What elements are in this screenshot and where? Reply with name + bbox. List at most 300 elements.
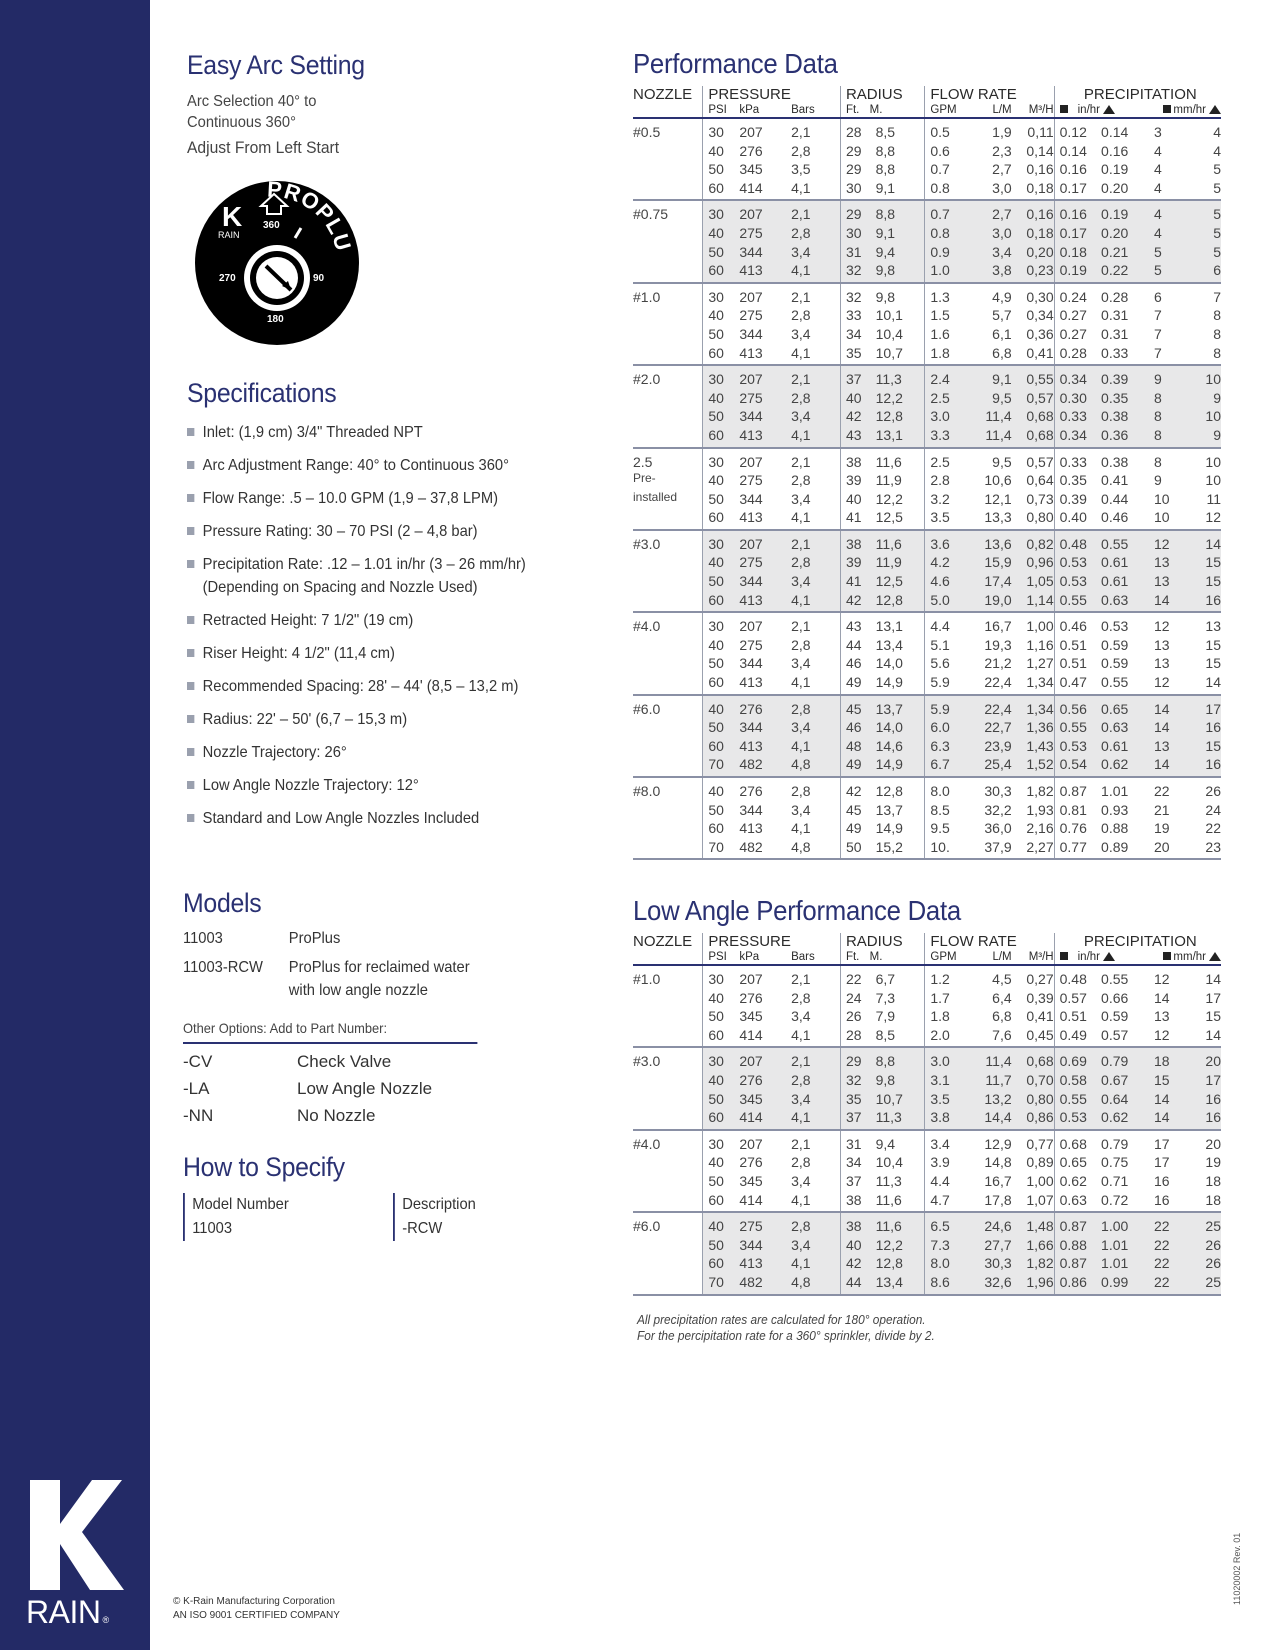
data-cell: 11,6: [870, 530, 925, 554]
performance-data-title: Performance Data: [633, 48, 838, 79]
data-cell: 4,1: [783, 1026, 840, 1048]
data-cell: 0.31: [1101, 325, 1129, 342]
data-cell: 0.27: [1054, 325, 1101, 344]
data-cell: 10.: [925, 838, 971, 860]
table-row: [633, 612, 1221, 636]
data-cell: 50: [703, 243, 739, 262]
data-cell: 0,96: [1018, 553, 1054, 572]
radius-header: RADIUS: [840, 86, 924, 103]
data-cell: 0,14: [1026, 142, 1054, 159]
data-cell: 35: [840, 1090, 869, 1109]
data-cell: 15,2: [870, 838, 925, 860]
adjust-from-left-line: Adjust From Left Start: [187, 138, 340, 157]
data-cell: 0.49: [1054, 1026, 1101, 1048]
option-row: -NN No Nozzle: [183, 1106, 376, 1125]
data-cell: 4: [1153, 161, 1162, 178]
data-cell: 11,6: [875, 453, 902, 470]
nozzle-group: [633, 365, 1221, 447]
data-cell: 60: [703, 426, 739, 448]
data-cell: 14: [1153, 989, 1170, 1006]
data-cell: 11,6: [870, 1191, 925, 1213]
data-cell: 0.8: [925, 224, 971, 243]
data-cell: 0,11: [1027, 124, 1054, 140]
data-cell: 17: [1205, 989, 1221, 1006]
nozzle-cell: [633, 142, 703, 161]
data-cell: 6: [1153, 288, 1162, 305]
data-cell: 0.59: [1101, 1008, 1129, 1025]
precipitation-header: PRECIPITATION: [1054, 933, 1221, 950]
data-cell: 4,1: [791, 820, 811, 837]
data-cell: 12,8: [870, 1254, 925, 1273]
nozzle-cell: [633, 1007, 703, 1026]
nozzle-cell: #4.0: [633, 618, 661, 635]
data-cell: 413: [739, 1254, 783, 1273]
data-cell: 18: [1205, 1172, 1221, 1189]
data-cell: 0.12: [1054, 118, 1101, 142]
data-cell: 4: [1148, 200, 1192, 224]
model-desc: ProPlus for reclaimed water with low angle nozzle: [288, 959, 470, 999]
data-cell: 0.17: [1054, 179, 1101, 201]
data-cell: 30: [703, 448, 739, 472]
table-row: [633, 989, 1221, 1008]
how-to-specify-title: How to Specify: [183, 1152, 345, 1182]
data-cell: 10,6: [984, 472, 1012, 489]
data-cell: 1,05: [1018, 572, 1054, 591]
data-cell: 43: [840, 612, 869, 636]
data-cell: 30,3: [984, 783, 1012, 799]
table-row: [633, 179, 1221, 201]
radius-header: RADIUS: [840, 933, 924, 950]
data-cell: 17: [1153, 1154, 1170, 1171]
table-row: [633, 718, 1221, 737]
data-cell: 0.19: [1054, 261, 1101, 283]
data-cell: 6,8: [992, 1008, 1012, 1025]
data-cell: 2,3: [992, 142, 1012, 159]
data-cell: 12,8: [875, 783, 903, 799]
data-cell: 0.51: [1054, 654, 1101, 673]
data-cell: 14: [1205, 971, 1221, 987]
spec-item: Flow Range: .5 – 10.0 GPM (1,9 – 37,8 LPM): [187, 487, 573, 510]
data-cell: 11,3: [870, 365, 925, 389]
data-cell: 4.4: [925, 1172, 971, 1191]
table-row: [633, 1236, 1221, 1255]
data-cell: 4,8: [783, 755, 840, 777]
table-row: [633, 1191, 1221, 1213]
data-cell: 4,5: [992, 971, 1012, 987]
data-cell: 3.0: [925, 407, 971, 426]
data-cell: 42: [840, 1254, 869, 1273]
data-cell: 0.58: [1054, 1071, 1101, 1090]
data-cell: 36,0: [984, 820, 1012, 837]
triangle-spacing-icon: [1103, 105, 1115, 114]
psi-header: PSI: [703, 103, 739, 118]
data-cell: 41: [840, 572, 869, 591]
data-cell: 275: [739, 1212, 783, 1236]
nozzle-group: [633, 118, 1221, 200]
data-cell: 40: [703, 989, 739, 1008]
data-cell: 3,4: [791, 325, 811, 342]
data-cell: 0.88: [1101, 820, 1129, 837]
data-cell: 8,8: [870, 200, 925, 224]
spec-item: Radius: 22' – 50' (6,7 – 15,3 m): [187, 708, 573, 731]
data-cell: 25,4: [971, 755, 1018, 777]
data-cell: 0.99: [1101, 1273, 1148, 1295]
data-cell: 0.57: [1101, 1026, 1148, 1048]
data-cell: 2,8: [791, 989, 811, 1006]
data-cell: 1,34: [1018, 673, 1054, 695]
data-cell: 3,4: [791, 801, 811, 818]
data-cell: 0.86: [1054, 1273, 1101, 1295]
data-cell: 32,2: [984, 801, 1012, 818]
data-cell: 276: [739, 783, 763, 799]
data-cell: 2,8: [791, 142, 811, 159]
data-cell: 31: [840, 1130, 869, 1154]
model-desc: ProPlus: [288, 930, 341, 947]
data-cell: 12: [1148, 1026, 1192, 1048]
bars-header: Bars: [783, 950, 840, 965]
data-cell: 0,68: [1018, 426, 1054, 448]
data-cell: 26: [1192, 1236, 1221, 1255]
nozzle-group: [633, 1047, 1221, 1129]
data-cell: 10,4: [875, 325, 903, 342]
table-row: [633, 283, 1221, 307]
data-cell: 44: [840, 636, 869, 655]
table-row: [633, 365, 1221, 389]
table-row: [633, 654, 1221, 673]
data-cell: 7.3: [925, 1236, 971, 1255]
data-cell: 0.71: [1101, 1172, 1129, 1189]
nozzle-cell: [633, 344, 703, 366]
data-cell: 26: [840, 1007, 869, 1026]
data-cell: 13: [1205, 618, 1221, 635]
data-cell: 0.22: [1101, 261, 1148, 283]
data-cell: 22,4: [971, 695, 1018, 719]
data-cell: 9,4: [870, 243, 925, 262]
data-cell: 0.14: [1101, 124, 1129, 140]
data-cell: 10,1: [875, 307, 903, 324]
data-cell: 38: [840, 448, 869, 472]
table-row: [633, 1071, 1221, 1090]
kpa-header: kPa: [739, 950, 783, 965]
low-angle-title: Low Angle Performance Data: [633, 895, 961, 926]
data-cell: 3.0: [925, 1047, 971, 1071]
data-cell: 0.33: [1054, 448, 1101, 472]
data-cell: 344: [739, 1236, 783, 1255]
data-cell: 5.0: [925, 591, 971, 613]
data-cell: 3: [1153, 124, 1162, 140]
data-cell: 0.65: [1101, 695, 1148, 719]
data-cell: 0.76: [1054, 819, 1101, 838]
kpa-header: kPa: [739, 103, 783, 118]
data-cell: 4,8: [783, 838, 840, 860]
data-cell: 0.72: [1101, 1191, 1148, 1213]
data-cell: 30: [703, 365, 739, 389]
data-cell: 15: [1205, 1008, 1221, 1025]
data-cell: 2.0: [925, 1026, 971, 1048]
options-list: [183, 1050, 513, 1128]
data-cell: 50: [840, 838, 869, 860]
data-cell: 4,1: [783, 508, 840, 530]
data-cell: 13,3: [971, 508, 1018, 530]
data-cell: 16,7: [984, 618, 1012, 635]
nozzle-cell: #6.0: [633, 1218, 661, 1235]
data-cell: 3,4: [971, 243, 1018, 262]
data-cell: 5.9: [925, 695, 971, 719]
dial-rain-label: RAIN: [218, 230, 240, 240]
data-cell: 0.16: [1054, 200, 1101, 224]
table-row: [633, 1130, 1221, 1154]
data-cell: 12: [1153, 971, 1170, 987]
nozzle-cell: [633, 591, 703, 613]
data-cell: 4,1: [783, 673, 840, 695]
data-cell: 0,20: [1018, 243, 1054, 262]
data-cell: 12: [1153, 618, 1170, 635]
data-cell: 10: [1153, 490, 1170, 507]
data-cell: 8.0: [925, 1254, 971, 1273]
data-cell: 41: [840, 508, 869, 530]
data-cell: 0.24: [1054, 283, 1101, 307]
data-cell: 48: [840, 737, 869, 756]
data-cell: 9: [1192, 426, 1221, 448]
data-cell: 0.5: [925, 118, 971, 142]
k-rain-logo-icon: [24, 1480, 124, 1590]
nozzle-cell: [633, 1273, 703, 1295]
table-row: [633, 1153, 1221, 1172]
data-cell: 42: [840, 777, 869, 801]
data-cell: 3,8: [971, 261, 1018, 283]
data-cell: 13: [1153, 636, 1170, 653]
data-cell: 20: [1192, 1047, 1221, 1071]
data-cell: 1.01: [1101, 783, 1129, 799]
data-cell: 32: [840, 1071, 869, 1090]
data-cell: 50: [703, 1090, 739, 1109]
data-cell: 0,41: [1018, 344, 1054, 366]
data-cell: 344: [739, 655, 763, 672]
data-cell: 0.68: [1054, 1130, 1101, 1154]
data-cell: 207: [739, 200, 783, 224]
nozzle-group: [633, 695, 1221, 777]
nozzle-group: [633, 530, 1221, 612]
data-cell: 0.62: [1101, 1108, 1148, 1130]
data-cell: 9: [1153, 472, 1162, 489]
data-cell: 20: [1205, 1135, 1221, 1152]
data-cell: 40: [703, 306, 739, 325]
data-cell: 70: [703, 838, 739, 860]
data-cell: 3,4: [783, 718, 840, 737]
in-hr-header: in/hr: [1054, 950, 1148, 965]
data-cell: 32: [840, 261, 869, 283]
data-cell: 5.1: [925, 636, 971, 655]
option-row: -LA Low Angle Nozzle: [183, 1079, 433, 1098]
data-cell: 18: [1192, 1191, 1221, 1213]
data-cell: 3.4: [925, 1130, 971, 1154]
data-cell: 413: [739, 261, 783, 283]
data-cell: 0.53: [1054, 1108, 1101, 1130]
data-cell: 25: [1192, 1273, 1221, 1295]
data-cell: 46: [840, 718, 869, 737]
data-cell: 46: [840, 654, 869, 673]
data-cell: 10: [1205, 472, 1221, 489]
table-row: [633, 801, 1221, 820]
data-cell: 4,1: [783, 1108, 840, 1130]
data-cell: 0.8: [925, 179, 971, 201]
data-cell: 0,86: [1018, 1108, 1054, 1130]
data-cell: 60: [703, 819, 739, 838]
data-cell: 2,1: [783, 200, 840, 224]
nozzle-cell: [633, 1191, 703, 1213]
data-cell: 0.66: [1101, 989, 1129, 1006]
table-row: [633, 1090, 1221, 1109]
dial-k-letter: K: [222, 201, 243, 232]
data-cell: 22: [1148, 1212, 1192, 1236]
data-cell: 12,1: [984, 490, 1012, 507]
data-cell: 207: [739, 530, 783, 554]
nozzle-cell: [633, 426, 703, 448]
data-cell: 0.87: [1054, 1212, 1101, 1236]
data-cell: 34: [840, 1153, 869, 1172]
data-cell: 0.41: [1101, 472, 1129, 489]
data-cell: 9: [1148, 365, 1192, 389]
table-row: [633, 819, 1221, 838]
data-cell: 60: [703, 261, 739, 283]
data-cell: 0.56: [1054, 695, 1101, 719]
data-cell: 19: [1205, 1154, 1221, 1171]
nozzle-sub-header: [633, 950, 703, 965]
data-cell: 1,00: [1026, 618, 1054, 635]
data-cell: 60: [703, 508, 739, 530]
data-cell: 0.87: [1054, 777, 1101, 801]
data-cell: 40: [840, 490, 869, 509]
nozzle-cell: [633, 1153, 703, 1172]
data-cell: 8: [1148, 389, 1192, 408]
data-cell: 0.57: [1054, 989, 1101, 1008]
data-cell: 40: [703, 142, 739, 161]
data-cell: 3,4: [791, 490, 811, 507]
data-cell: 10,7: [870, 1090, 925, 1109]
square-spacing-icon: [1060, 952, 1068, 960]
data-cell: 8: [1213, 307, 1221, 324]
flow-rate-header: FLOW RATE: [925, 86, 1054, 103]
data-cell: 275: [739, 389, 783, 408]
mm-hr-header: mm/hr: [1148, 103, 1221, 118]
nozzle-cell: [633, 1254, 703, 1273]
data-cell: 12: [1148, 673, 1192, 695]
data-cell: 9,8: [870, 261, 925, 283]
data-cell: 3.9: [925, 1153, 971, 1172]
nozzle-header: NOZZLE: [633, 86, 693, 103]
table-row: [633, 1007, 1221, 1026]
data-cell: 3,0: [971, 224, 1018, 243]
data-cell: 17: [1192, 1071, 1221, 1090]
easy-arc-section: [187, 50, 607, 158]
data-cell: 207: [739, 971, 763, 987]
data-cell: 38: [840, 1212, 869, 1236]
data-cell: 0.46: [1101, 508, 1148, 530]
dial-proplus-label: PROPLU: [266, 180, 357, 255]
nozzle-cell: [633, 1090, 703, 1109]
table-row: [633, 448, 1221, 472]
data-cell: 12,9: [984, 1135, 1012, 1152]
data-cell: 276: [739, 142, 763, 159]
data-cell: 8: [1148, 407, 1192, 426]
data-cell: 4,1: [783, 179, 840, 201]
data-cell: 8,8: [875, 142, 896, 159]
data-cell: 16: [1192, 718, 1221, 737]
data-cell: 8,8: [870, 1047, 925, 1071]
nozzle-cell: [633, 1071, 703, 1090]
data-cell: 13,6: [971, 530, 1018, 554]
data-cell: 12,8: [870, 407, 925, 426]
table-head: [633, 86, 1221, 118]
table-row: [633, 490, 1221, 509]
data-cell: 39: [840, 553, 869, 572]
data-cell: 2,8: [783, 1212, 840, 1236]
table-row: [633, 118, 1221, 142]
model-code: 11003-RCW: [183, 959, 263, 976]
low-angle-table: [633, 933, 1221, 1296]
data-cell: 0.16: [1101, 142, 1129, 159]
data-cell: 1.5: [925, 306, 971, 325]
data-cell: 0.33: [1054, 407, 1101, 426]
spec-item: Recommended Spacing: 28' – 44' (8,5 – 13,2 m): [187, 675, 573, 698]
data-cell: 10,4: [875, 1154, 903, 1171]
data-cell: 6.0: [925, 718, 971, 737]
table-row: [633, 1212, 1221, 1236]
data-cell: 344: [739, 407, 783, 426]
table-head: [633, 933, 1221, 965]
data-cell: 11,6: [870, 1212, 925, 1236]
data-cell: 1,27: [1026, 655, 1054, 672]
data-cell: 2,16: [1026, 820, 1054, 837]
data-cell: 16: [1192, 1108, 1221, 1130]
data-cell: 1,16: [1026, 636, 1054, 653]
data-cell: 2,8: [783, 389, 840, 408]
data-cell: 14,8: [984, 1154, 1012, 1171]
data-cell: 1.3: [925, 283, 971, 307]
data-cell: 30: [703, 283, 739, 307]
data-cell: 0.53: [1101, 618, 1129, 635]
data-cell: 30: [840, 179, 869, 201]
data-cell: 16: [1148, 1191, 1192, 1213]
data-cell: 207: [739, 124, 763, 140]
data-cell: 14: [1148, 718, 1192, 737]
triangle-spacing-icon: [1209, 952, 1221, 961]
table-row: [633, 261, 1221, 283]
data-cell: 5: [1213, 161, 1221, 178]
data-cell: 31: [840, 243, 869, 262]
data-cell: 38: [840, 1191, 869, 1213]
data-cell: 0.55: [1054, 718, 1101, 737]
data-cell: 0.55: [1054, 1090, 1101, 1109]
data-cell: 5: [1148, 243, 1192, 262]
nozzle-cell: [633, 471, 703, 490]
data-cell: 12,2: [875, 490, 903, 507]
data-cell: 20: [1148, 838, 1192, 860]
nozzle-cell: [633, 553, 703, 572]
data-cell: 2,8: [783, 224, 840, 243]
data-cell: 13,7: [875, 801, 903, 818]
data-cell: 1,14: [1018, 591, 1054, 613]
data-cell: 40: [703, 471, 739, 490]
data-cell: 276: [739, 1154, 763, 1171]
data-cell: 0.39: [1101, 365, 1148, 389]
option-row: -CV Check Valve: [183, 1052, 392, 1071]
data-cell: 9,1: [870, 179, 925, 201]
data-cell: 3,4: [783, 243, 840, 262]
nozzle-note: installed: [633, 489, 678, 504]
data-cell: 207: [739, 1047, 783, 1071]
nozzle-cell: [633, 508, 703, 530]
